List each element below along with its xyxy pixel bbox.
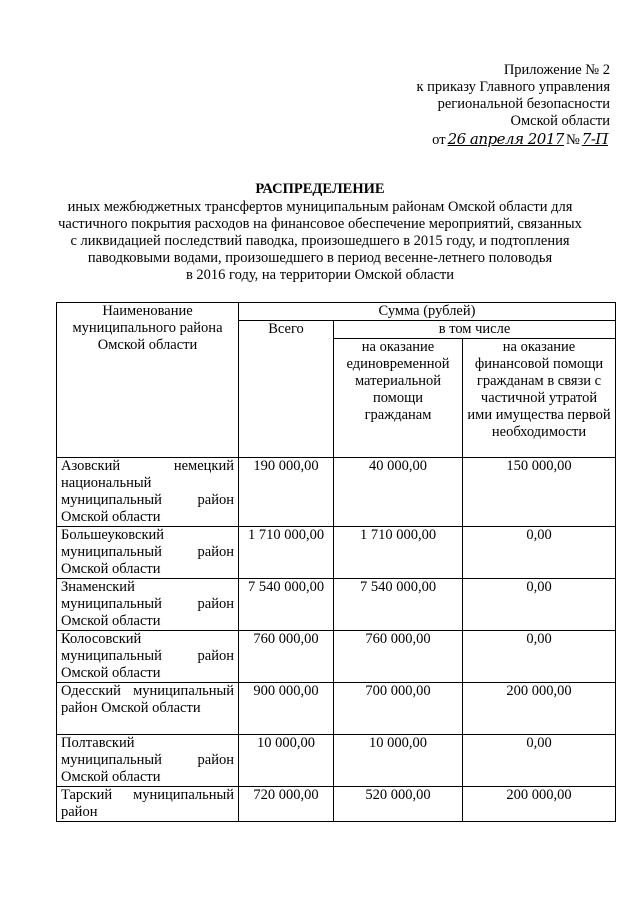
document-title: РАСПРЕДЕЛЕНИЕ — [255, 181, 385, 197]
order-prefix: от — [432, 132, 446, 148]
financial-aid-cell: 0,00 — [463, 527, 616, 579]
order-number-prefix: № — [565, 132, 580, 148]
order-number-handwritten: 7-П — [581, 130, 608, 148]
table-row — [57, 527, 616, 579]
one-time-aid-cell: 520 000,00 — [334, 787, 463, 822]
annex-line-order: к приказу Главного управления — [416, 79, 610, 95]
financial-aid-cell: 200 000,00 — [463, 683, 616, 735]
total-cell: 7 540 000,00 — [239, 579, 334, 631]
district-name-cell: Колосовский муниципальный район Омской области — [57, 631, 239, 683]
one-time-aid-cell: 700 000,00 — [334, 683, 463, 735]
total-cell: 1 710 000,00 — [239, 527, 334, 579]
distribution-table — [56, 302, 616, 822]
subtitle-line: в 2016 году, на территории Омской области — [185, 267, 455, 283]
financial-aid-cell: 0,00 — [463, 579, 616, 631]
one-time-aid-cell: 10 000,00 — [334, 735, 463, 787]
order-date-line — [432, 131, 610, 149]
header-one-time-aid: на оказание единовременной материальной помощи гражданам — [334, 339, 463, 458]
financial-aid-cell: 200 000,00 — [463, 787, 616, 822]
header-total: Всего — [239, 321, 334, 458]
annex-block — [417, 62, 611, 130]
header-sum: Сумма (рублей) — [239, 303, 616, 321]
one-time-aid-cell: 1 710 000,00 — [334, 527, 463, 579]
table-row — [57, 787, 616, 822]
annex-line-number: Приложение № 2 — [503, 62, 610, 78]
district-name-cell: Тарский муниципальный район — [57, 787, 239, 822]
header-financial-aid: на оказание финансовой помощи гражданам в связи с частичной утратой ими имущества первой необходимости — [463, 339, 616, 458]
table-row — [57, 631, 616, 683]
document-subtitle — [40, 199, 600, 284]
financial-aid-cell: 150 000,00 — [463, 458, 616, 527]
annex-line-region: Омской области — [510, 113, 610, 129]
order-date-handwritten: 26 апреля 2017 — [447, 130, 564, 148]
subtitle-line: иных межбюджетных трансфертов муниципальным районам Омской области для — [67, 199, 573, 215]
district-name-cell: Одесский муниципальный район Омской области — [57, 683, 239, 735]
one-time-aid-cell: 40 000,00 — [334, 458, 463, 527]
subtitle-line: частичного покрытия расходов на финансовое обеспечение мероприятий, связанных — [58, 216, 582, 232]
annex-line-department: региональной безопасности — [437, 96, 610, 112]
subtitle-line: паводковыми водами, произошедшего в период весенне-летнего половодья — [87, 250, 553, 266]
table-row — [57, 683, 616, 735]
table-row — [57, 579, 616, 631]
total-cell: 10 000,00 — [239, 735, 334, 787]
one-time-aid-cell: 7 540 000,00 — [334, 579, 463, 631]
header-district-name: Наименование муниципального района Омской области — [57, 303, 239, 458]
district-name-cell: Азовский немецкий национальный муниципальный район Омской области — [57, 458, 239, 527]
district-name-cell: Знаменский муниципальный район Омской области — [57, 579, 239, 631]
table-row — [57, 735, 616, 787]
total-cell: 720 000,00 — [239, 787, 334, 822]
header-including: в том числе — [334, 321, 616, 339]
total-cell: 900 000,00 — [239, 683, 334, 735]
financial-aid-cell: 0,00 — [463, 735, 616, 787]
subtitle-line: с ликвидацией последствий паводка, произошедшего в 2015 году, и подтопления — [70, 233, 570, 249]
total-cell: 760 000,00 — [239, 631, 334, 683]
total-cell: 190 000,00 — [239, 458, 334, 527]
one-time-aid-cell: 760 000,00 — [334, 631, 463, 683]
table-row — [57, 458, 616, 527]
district-name-cell: Полтавский муниципальный район Омской области — [57, 735, 239, 787]
district-name-cell: Большеуковский муниципальный район Омской области — [57, 527, 239, 579]
financial-aid-cell: 0,00 — [463, 631, 616, 683]
